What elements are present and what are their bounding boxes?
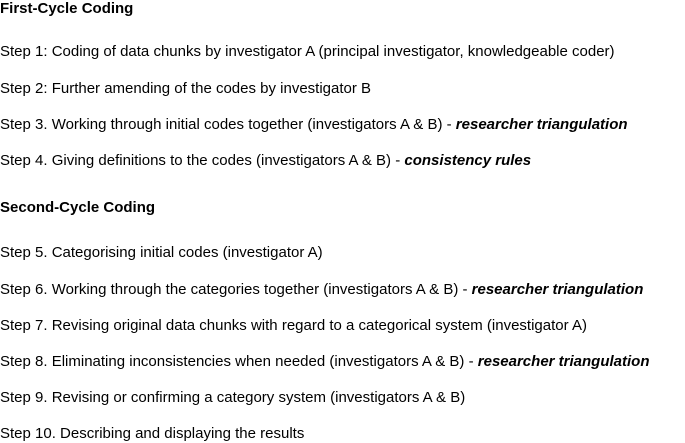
step-8-emphasis: researcher triangulation xyxy=(477,353,650,370)
step-4 xyxy=(0,152,531,170)
step-6 xyxy=(0,281,643,299)
step-2 xyxy=(0,80,371,98)
step-1 xyxy=(0,43,615,61)
step-4-emphasis: consistency rules xyxy=(404,152,532,169)
step-6-text: Step 6. Working through the categories together (investigators A & B) - xyxy=(0,281,472,298)
step-9 xyxy=(0,389,465,407)
step-3-text: Step 3. Working through initial codes together (investigators A & B) - xyxy=(0,116,456,133)
step-3 xyxy=(0,116,628,134)
step-6-emphasis: researcher triangulation xyxy=(471,281,644,298)
step-5-text: Step 5. Categorising initial codes (investigator A) xyxy=(0,244,323,261)
second-cycle-heading: Second-Cycle Coding xyxy=(0,199,156,216)
step-3-emphasis: researcher triangulation xyxy=(455,116,628,133)
step-2-text: Step 2: Further amending of the codes by investigator B xyxy=(0,80,372,97)
step-8 xyxy=(0,353,650,371)
step-4-text: Step 4. Giving definitions to the codes (investigators A & B) - xyxy=(0,152,405,169)
step-7 xyxy=(0,317,587,335)
step-1-text: Step 1: Coding of data chunks by investigator A (principal investigator, knowledgeable coder) xyxy=(0,43,615,60)
step-9-text: Step 9. Revising or confirming a category system (investigators A & B) xyxy=(0,389,466,406)
step-8-text: Step 8. Eliminating inconsistencies when needed (investigators A & B) - xyxy=(0,353,478,370)
step-7-text: Step 7. Revising original data chunks with regard to a categorical system (investigator A) xyxy=(0,317,587,334)
step-5 xyxy=(0,244,323,262)
first-cycle-heading: First-Cycle Coding xyxy=(0,0,134,17)
step-10-text: Step 10. Describing and displaying the results xyxy=(0,425,305,442)
step-10 xyxy=(0,425,304,443)
